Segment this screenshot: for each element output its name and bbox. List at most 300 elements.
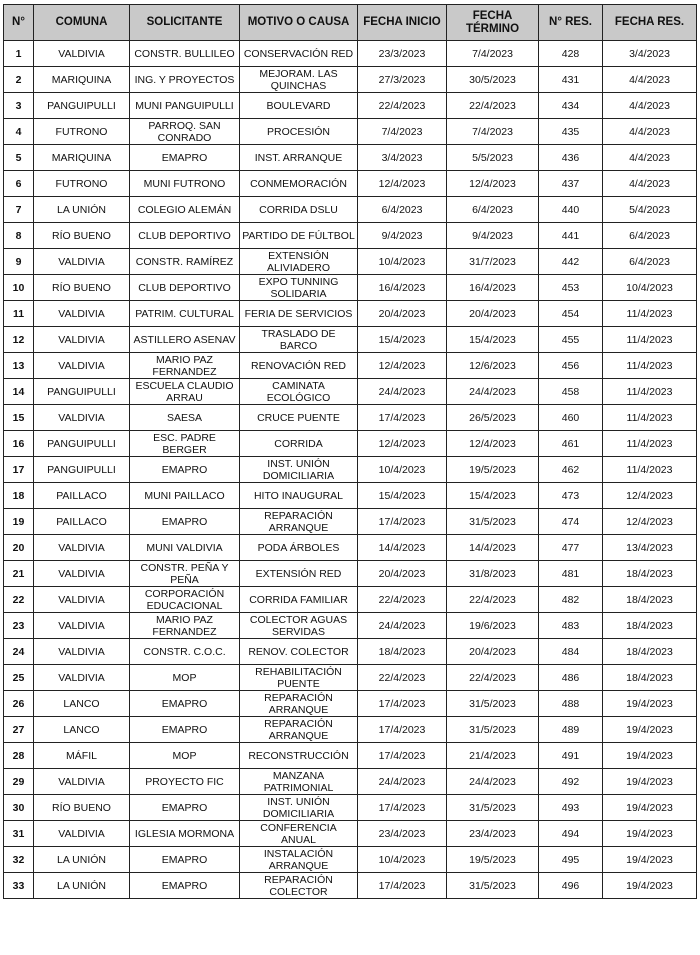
cell-fecha-inicio: 3/4/2023 [358,145,447,171]
cell-motivo: FERIA DE SERVICIOS [240,301,358,327]
cell-comuna: VALDIVIA [34,327,130,353]
cell-comuna: FUTRONO [34,171,130,197]
cell-motivo: INST. ARRANQUE [240,145,358,171]
cell-fecha-res: 4/4/2023 [603,67,697,93]
cell-comuna: MÁFIL [34,743,130,769]
cell-numero-res: 458 [539,379,603,405]
cell-fecha-res: 19/4/2023 [603,743,697,769]
cell-solicitante: EMAPRO [130,457,240,483]
cell-comuna: PANGUIPULLI [34,457,130,483]
cell-fecha-res: 18/4/2023 [603,665,697,691]
cell-motivo: REPARACIÓN COLECTOR [240,873,358,899]
cell-fecha-res: 19/4/2023 [603,691,697,717]
cell-fecha-res: 12/4/2023 [603,483,697,509]
cell-numero-res: 428 [539,41,603,67]
cell-solicitante: PARROQ. SAN CONRADO [130,119,240,145]
cell-fecha-inicio: 17/4/2023 [358,691,447,717]
cell-number: 33 [4,873,34,899]
cell-fecha-termino: 20/4/2023 [447,301,539,327]
cell-numero-res: 484 [539,639,603,665]
resolutions-table [3,4,697,899]
cell-numero-res: 492 [539,769,603,795]
cell-number: 16 [4,431,34,457]
cell-fecha-res: 18/4/2023 [603,587,697,613]
cell-fecha-res: 11/4/2023 [603,327,697,353]
cell-number: 2 [4,67,34,93]
cell-comuna: RÍO BUENO [34,795,130,821]
cell-comuna: VALDIVIA [34,561,130,587]
cell-number: 10 [4,275,34,301]
table-row [4,613,697,639]
cell-number: 26 [4,691,34,717]
cell-fecha-res: 4/4/2023 [603,171,697,197]
cell-number: 14 [4,379,34,405]
cell-comuna: PAILLACO [34,509,130,535]
cell-number: 29 [4,769,34,795]
cell-comuna: PAILLACO [34,483,130,509]
cell-fecha-inicio: 23/4/2023 [358,821,447,847]
cell-comuna: VALDIVIA [34,769,130,795]
cell-solicitante: MARIO PAZ FERNANDEZ [130,613,240,639]
cell-fecha-inicio: 24/4/2023 [358,613,447,639]
cell-number: 8 [4,223,34,249]
cell-fecha-inicio: 17/4/2023 [358,795,447,821]
cell-fecha-termino: 14/4/2023 [447,535,539,561]
cell-number: 23 [4,613,34,639]
cell-numero-res: 454 [539,301,603,327]
cell-solicitante: CONSTR. PEÑA Y PEÑA [130,561,240,587]
cell-solicitante: MUNI FUTRONO [130,171,240,197]
cell-numero-res: 486 [539,665,603,691]
cell-motivo: PODA ÁRBOLES [240,535,358,561]
cell-motivo: RECONSTRUCCIÓN [240,743,358,769]
cell-fecha-inicio: 10/4/2023 [358,457,447,483]
cell-fecha-inicio: 15/4/2023 [358,327,447,353]
cell-motivo: MANZANA PATRIMONIAL [240,769,358,795]
cell-number: 30 [4,795,34,821]
table-row [4,457,697,483]
cell-solicitante: PATRIM. CULTURAL [130,301,240,327]
cell-numero-res: 461 [539,431,603,457]
cell-solicitante: MUNI PANGUIPULLI [130,93,240,119]
cell-comuna: FUTRONO [34,119,130,145]
table-row [4,847,697,873]
table-row [4,327,697,353]
cell-fecha-inicio: 17/4/2023 [358,717,447,743]
table-row [4,873,697,899]
cell-fecha-termino: 21/4/2023 [447,743,539,769]
cell-fecha-inicio: 18/4/2023 [358,639,447,665]
cell-solicitante: MUNI PAILLACO [130,483,240,509]
cell-fecha-termino: 9/4/2023 [447,223,539,249]
cell-motivo: CONMEMORACIÓN [240,171,358,197]
cell-comuna: LA UNIÓN [34,197,130,223]
cell-comuna: RÍO BUENO [34,275,130,301]
cell-fecha-res: 11/4/2023 [603,301,697,327]
cell-numero-res: 488 [539,691,603,717]
header-cell-fecha-termino: FECHA TÉRMINO [447,5,539,41]
cell-comuna: VALDIVIA [34,353,130,379]
cell-comuna: PANGUIPULLI [34,379,130,405]
cell-numero-res: 493 [539,795,603,821]
cell-numero-res: 473 [539,483,603,509]
cell-fecha-inicio: 27/3/2023 [358,67,447,93]
cell-comuna: VALDIVIA [34,249,130,275]
table-row [4,587,697,613]
cell-motivo: CONFERENCIA ANUAL [240,821,358,847]
cell-comuna: LA UNIÓN [34,847,130,873]
cell-motivo: PROCESIÓN [240,119,358,145]
table-row [4,483,697,509]
cell-fecha-res: 19/4/2023 [603,873,697,899]
cell-fecha-inicio: 7/4/2023 [358,119,447,145]
table-row [4,67,697,93]
cell-fecha-termino: 31/5/2023 [447,795,539,821]
cell-fecha-termino: 22/4/2023 [447,665,539,691]
cell-solicitante: ING. Y PROYECTOS [130,67,240,93]
table-row [4,639,697,665]
cell-motivo: INSTALACIÓN ARRANQUE [240,847,358,873]
table-row [4,743,697,769]
header-cell-fecha-inicio: FECHA INICIO [358,5,447,41]
table-row [4,93,697,119]
table-row [4,119,697,145]
cell-motivo: REPARACIÓN ARRANQUE [240,509,358,535]
cell-motivo: EXTENSIÓN ALIVIADERO [240,249,358,275]
table-row [4,431,697,457]
cell-number: 22 [4,587,34,613]
cell-solicitante: PROYECTO FIC [130,769,240,795]
cell-comuna: VALDIVIA [34,405,130,431]
header-cell-numero-res: N° RES. [539,5,603,41]
cell-fecha-res: 3/4/2023 [603,41,697,67]
table-row [4,561,697,587]
cell-number: 11 [4,301,34,327]
cell-solicitante: EMAPRO [130,795,240,821]
cell-fecha-inicio: 10/4/2023 [358,847,447,873]
cell-fecha-termino: 20/4/2023 [447,639,539,665]
cell-numero-res: 440 [539,197,603,223]
cell-motivo: RENOVACIÓN RED [240,353,358,379]
cell-number: 19 [4,509,34,535]
cell-comuna: PANGUIPULLI [34,93,130,119]
table-row [4,301,697,327]
cell-fecha-inicio: 20/4/2023 [358,301,447,327]
cell-fecha-termino: 30/5/2023 [447,67,539,93]
cell-motivo: INST. UNIÓN DOMICILIARIA [240,795,358,821]
cell-numero-res: 483 [539,613,603,639]
cell-motivo: BOULEVARD [240,93,358,119]
cell-fecha-inicio: 10/4/2023 [358,249,447,275]
cell-comuna: VALDIVIA [34,535,130,561]
cell-motivo: REPARACIÓN ARRANQUE [240,691,358,717]
cell-fecha-inicio: 12/4/2023 [358,431,447,457]
cell-fecha-res: 11/4/2023 [603,353,697,379]
cell-numero-res: 431 [539,67,603,93]
cell-fecha-termino: 19/5/2023 [447,457,539,483]
cell-fecha-res: 4/4/2023 [603,119,697,145]
cell-fecha-res: 18/4/2023 [603,613,697,639]
table-row [4,197,697,223]
table-row [4,353,697,379]
cell-motivo: RENOV. COLECTOR [240,639,358,665]
cell-comuna: LANCO [34,717,130,743]
cell-motivo: INST. UNIÓN DOMICILIARIA [240,457,358,483]
cell-motivo: REHABILITACIÓN PUENTE [240,665,358,691]
cell-solicitante: COLEGIO ALEMÁN [130,197,240,223]
cell-fecha-termino: 15/4/2023 [447,483,539,509]
cell-fecha-inicio: 17/4/2023 [358,743,447,769]
cell-comuna: RÍO BUENO [34,223,130,249]
cell-comuna: PANGUIPULLI [34,431,130,457]
cell-fecha-inicio: 24/4/2023 [358,379,447,405]
cell-numero-res: 474 [539,509,603,535]
cell-fecha-inicio: 23/3/2023 [358,41,447,67]
cell-number: 13 [4,353,34,379]
cell-fecha-res: 18/4/2023 [603,561,697,587]
table-row [4,405,697,431]
cell-fecha-inicio: 17/4/2023 [358,509,447,535]
cell-solicitante: EMAPRO [130,847,240,873]
cell-number: 1 [4,41,34,67]
cell-fecha-res: 19/4/2023 [603,821,697,847]
cell-comuna: VALDIVIA [34,821,130,847]
cell-motivo: CRUCE PUENTE [240,405,358,431]
cell-fecha-res: 19/4/2023 [603,769,697,795]
cell-numero-res: 482 [539,587,603,613]
cell-fecha-termino: 12/4/2023 [447,171,539,197]
cell-fecha-inicio: 12/4/2023 [358,171,447,197]
cell-fecha-termino: 12/6/2023 [447,353,539,379]
table-row [4,275,697,301]
table-row [4,691,697,717]
cell-solicitante: MUNI VALDIVIA [130,535,240,561]
cell-motivo: CAMINATA ECOLÓGICO [240,379,358,405]
cell-fecha-termino: 19/6/2023 [447,613,539,639]
cell-motivo: HITO INAUGURAL [240,483,358,509]
cell-fecha-termino: 31/8/2023 [447,561,539,587]
cell-fecha-termino: 24/4/2023 [447,769,539,795]
cell-number: 32 [4,847,34,873]
cell-motivo: CORRIDA FAMILIAR [240,587,358,613]
cell-solicitante: ESC. PADRE BERGER [130,431,240,457]
cell-fecha-res: 19/4/2023 [603,717,697,743]
cell-motivo: TRASLADO DE BARCO [240,327,358,353]
cell-numero-res: 494 [539,821,603,847]
cell-fecha-res: 19/4/2023 [603,847,697,873]
cell-number: 27 [4,717,34,743]
cell-motivo: CONSERVACIÓN RED [240,41,358,67]
cell-numero-res: 496 [539,873,603,899]
header-cell-motivo: MOTIVO O CAUSA [240,5,358,41]
cell-fecha-termino: 12/4/2023 [447,431,539,457]
cell-comuna: MARIQUINA [34,145,130,171]
cell-fecha-termino: 26/5/2023 [447,405,539,431]
cell-solicitante: EMAPRO [130,145,240,171]
cell-solicitante: CONSTR. RAMÍREZ [130,249,240,275]
cell-solicitante: MARIO PAZ FERNANDEZ [130,353,240,379]
cell-solicitante: EMAPRO [130,717,240,743]
cell-numero-res: 489 [539,717,603,743]
cell-fecha-termino: 31/5/2023 [447,691,539,717]
cell-fecha-inicio: 6/4/2023 [358,197,447,223]
cell-number: 20 [4,535,34,561]
cell-solicitante: ESCUELA CLAUDIO ARRAU [130,379,240,405]
cell-fecha-res: 6/4/2023 [603,249,697,275]
cell-motivo: CORRIDA [240,431,358,457]
cell-fecha-termino: 31/7/2023 [447,249,539,275]
table-row [4,509,697,535]
cell-fecha-res: 11/4/2023 [603,405,697,431]
cell-number: 15 [4,405,34,431]
cell-fecha-inicio: 22/4/2023 [358,665,447,691]
cell-fecha-termino: 16/4/2023 [447,275,539,301]
cell-number: 5 [4,145,34,171]
cell-motivo: REPARACIÓN ARRANQUE [240,717,358,743]
cell-fecha-termino: 19/5/2023 [447,847,539,873]
table-row [4,795,697,821]
cell-numero-res: 455 [539,327,603,353]
table-row [4,821,697,847]
cell-number: 25 [4,665,34,691]
cell-fecha-termino: 22/4/2023 [447,93,539,119]
header-cell-comuna: COMUNA [34,5,130,41]
cell-comuna: VALDIVIA [34,639,130,665]
header-row [4,5,697,41]
table-row [4,41,697,67]
cell-number: 3 [4,93,34,119]
cell-fecha-res: 4/4/2023 [603,145,697,171]
cell-fecha-inicio: 12/4/2023 [358,353,447,379]
table-row [4,769,697,795]
cell-comuna: VALDIVIA [34,41,130,67]
cell-fecha-res: 11/4/2023 [603,379,697,405]
cell-fecha-res: 18/4/2023 [603,639,697,665]
cell-motivo: CORRIDA DSLU [240,197,358,223]
cell-fecha-res: 11/4/2023 [603,431,697,457]
table-row [4,535,697,561]
cell-fecha-termino: 7/4/2023 [447,41,539,67]
cell-number: 18 [4,483,34,509]
cell-solicitante: CONSTR. C.O.C. [130,639,240,665]
header-cell-fecha-res: FECHA RES. [603,5,697,41]
cell-comuna: LA UNIÓN [34,873,130,899]
cell-fecha-inicio: 14/4/2023 [358,535,447,561]
cell-fecha-termino: 15/4/2023 [447,327,539,353]
cell-fecha-res: 10/4/2023 [603,275,697,301]
cell-fecha-inicio: 17/4/2023 [358,405,447,431]
cell-comuna: VALDIVIA [34,613,130,639]
header-cell-number: N° [4,5,34,41]
cell-fecha-termino: 31/5/2023 [447,873,539,899]
cell-solicitante: SAESA [130,405,240,431]
cell-motivo: EXPO TUNNING SOLIDARIA [240,275,358,301]
cell-fecha-inicio: 22/4/2023 [358,587,447,613]
cell-fecha-termino: 23/4/2023 [447,821,539,847]
cell-comuna: LANCO [34,691,130,717]
cell-solicitante: IGLESIA MORMONA [130,821,240,847]
cell-comuna: VALDIVIA [34,587,130,613]
cell-numero-res: 460 [539,405,603,431]
cell-motivo: PARTIDO DE FÚLTBOL [240,223,358,249]
cell-numero-res: 456 [539,353,603,379]
cell-number: 6 [4,171,34,197]
cell-numero-res: 477 [539,535,603,561]
cell-numero-res: 495 [539,847,603,873]
cell-number: 28 [4,743,34,769]
table-row [4,249,697,275]
cell-fecha-res: 6/4/2023 [603,223,697,249]
cell-fecha-termino: 31/5/2023 [447,509,539,535]
cell-fecha-inicio: 9/4/2023 [358,223,447,249]
cell-numero-res: 436 [539,145,603,171]
cell-numero-res: 435 [539,119,603,145]
cell-fecha-inicio: 22/4/2023 [358,93,447,119]
cell-fecha-termino: 7/4/2023 [447,119,539,145]
cell-fecha-inicio: 16/4/2023 [358,275,447,301]
cell-motivo: MEJORAM. LAS QUINCHAS [240,67,358,93]
table-body [4,41,697,899]
cell-number: 7 [4,197,34,223]
cell-fecha-termino: 5/5/2023 [447,145,539,171]
table-row [4,665,697,691]
cell-number: 4 [4,119,34,145]
cell-fecha-res: 4/4/2023 [603,93,697,119]
cell-fecha-termino: 31/5/2023 [447,717,539,743]
cell-solicitante: CONSTR. BULLILEO [130,41,240,67]
cell-fecha-inicio: 17/4/2023 [358,873,447,899]
cell-fecha-termino: 6/4/2023 [447,197,539,223]
cell-numero-res: 491 [539,743,603,769]
table-row [4,379,697,405]
cell-solicitante: CORPORACIÓN EDUCACIONAL [130,587,240,613]
cell-fecha-res: 11/4/2023 [603,457,697,483]
cell-motivo: EXTENSIÓN RED [240,561,358,587]
cell-fecha-termino: 24/4/2023 [447,379,539,405]
cell-comuna: MARIQUINA [34,67,130,93]
cell-fecha-res: 5/4/2023 [603,197,697,223]
cell-solicitante: CLUB DEPORTIVO [130,223,240,249]
cell-fecha-inicio: 20/4/2023 [358,561,447,587]
cell-fecha-res: 19/4/2023 [603,795,697,821]
cell-fecha-inicio: 24/4/2023 [358,769,447,795]
header-cell-solicitante: SOLICITANTE [130,5,240,41]
cell-number: 12 [4,327,34,353]
cell-solicitante: MOP [130,743,240,769]
cell-solicitante: ASTILLERO ASENAV [130,327,240,353]
cell-solicitante: EMAPRO [130,509,240,535]
cell-numero-res: 441 [539,223,603,249]
cell-fecha-inicio: 15/4/2023 [358,483,447,509]
cell-numero-res: 434 [539,93,603,119]
cell-fecha-res: 12/4/2023 [603,509,697,535]
cell-solicitante: MOP [130,665,240,691]
cell-number: 17 [4,457,34,483]
cell-solicitante: CLUB DEPORTIVO [130,275,240,301]
cell-solicitante: EMAPRO [130,873,240,899]
cell-comuna: VALDIVIA [34,665,130,691]
table-row [4,717,697,743]
table-row [4,171,697,197]
cell-number: 21 [4,561,34,587]
cell-solicitante: EMAPRO [130,691,240,717]
table-row [4,223,697,249]
cell-fecha-res: 13/4/2023 [603,535,697,561]
table-row [4,145,697,171]
cell-numero-res: 453 [539,275,603,301]
cell-number: 31 [4,821,34,847]
cell-numero-res: 481 [539,561,603,587]
